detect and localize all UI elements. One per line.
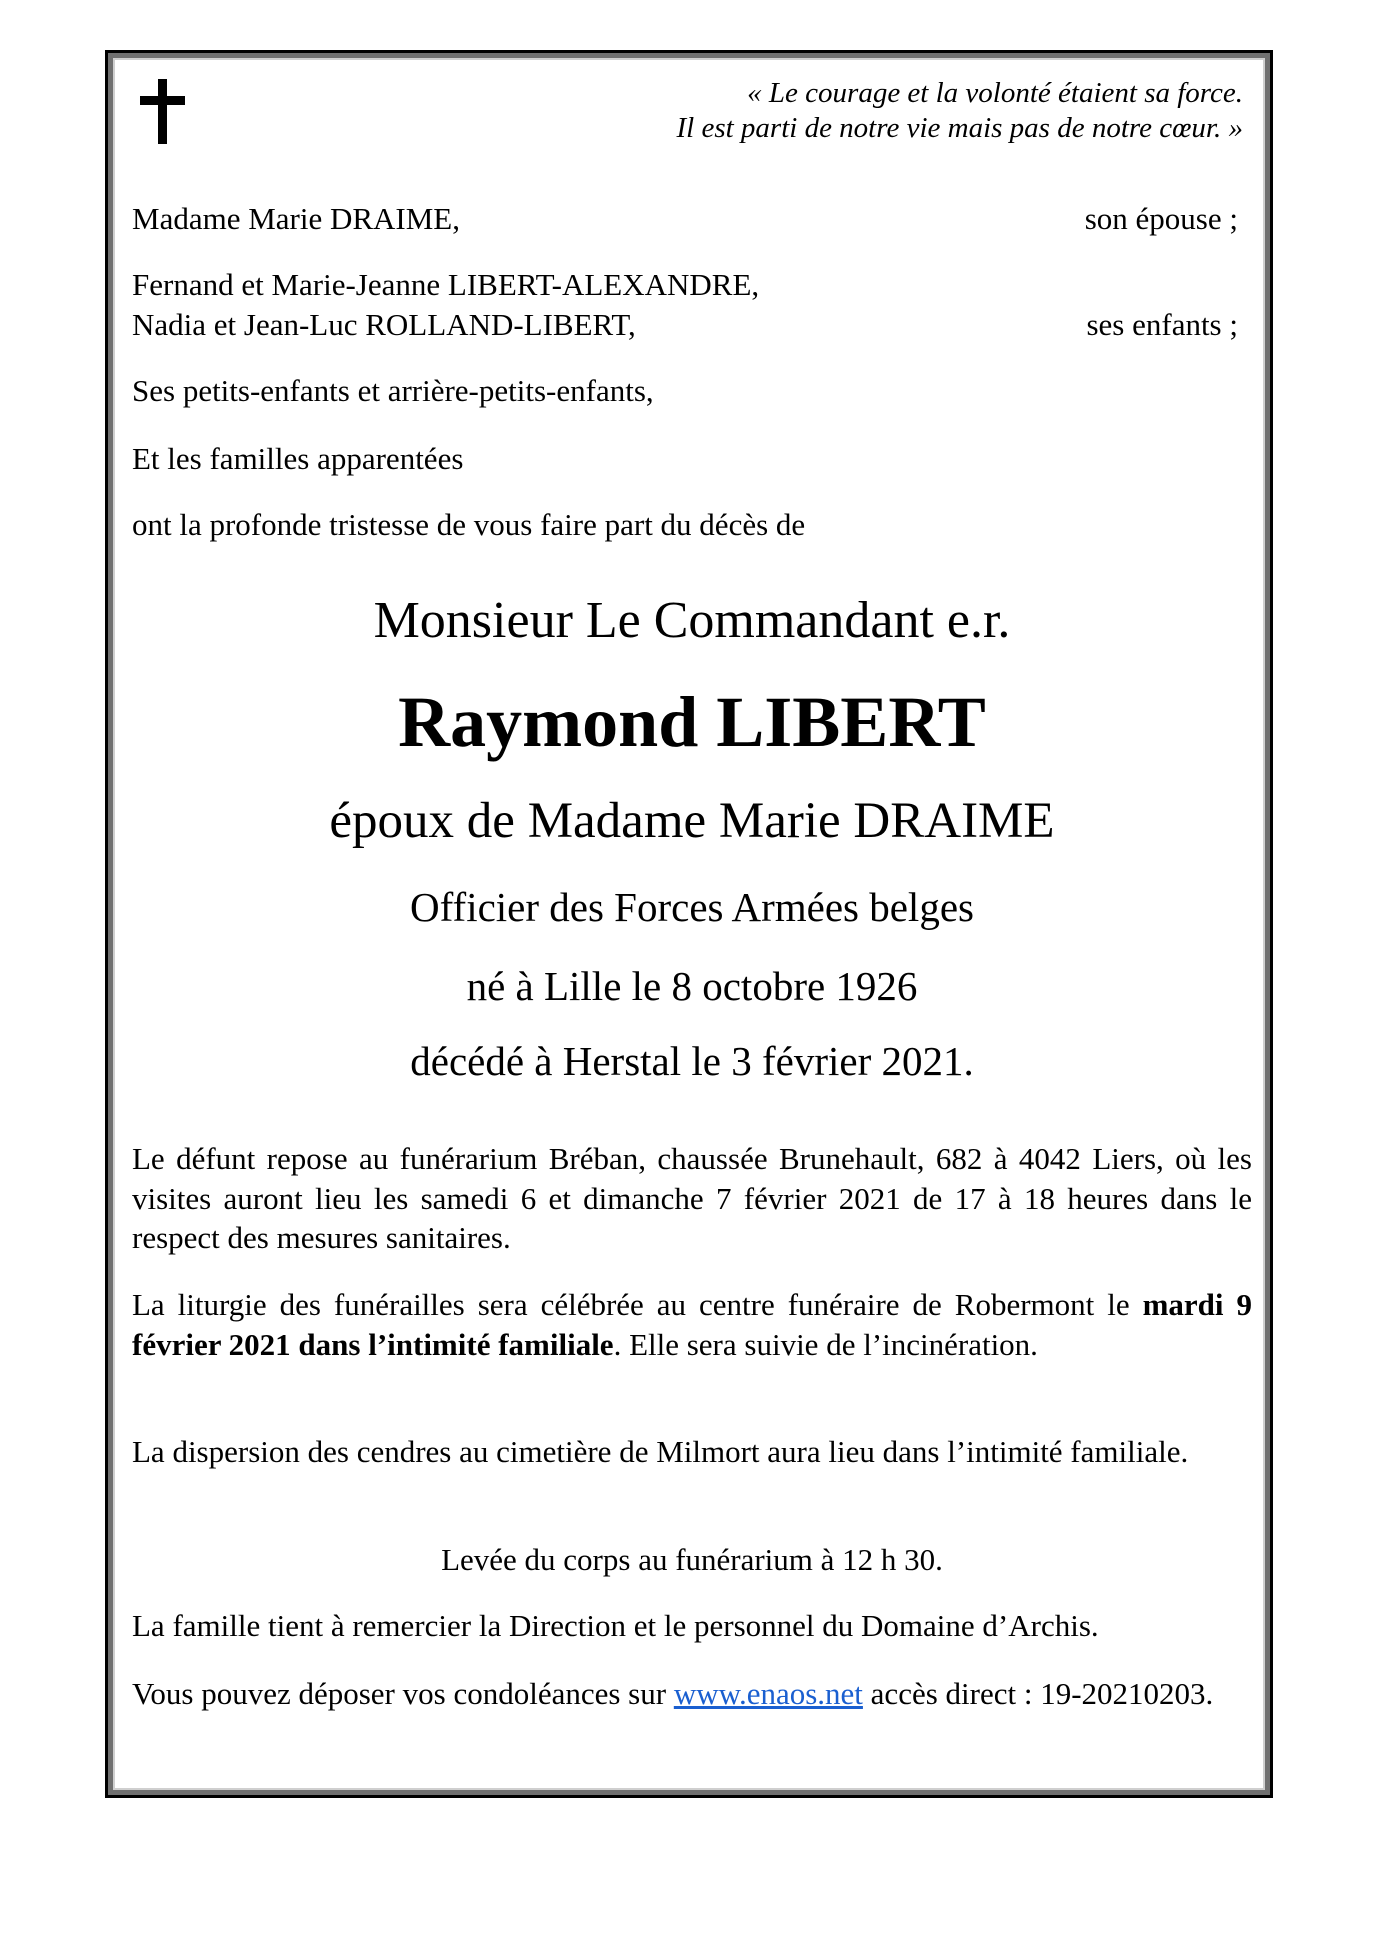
quote-line-1: « Le courage et la volonté étaient sa force. bbox=[747, 77, 1243, 109]
liturgy-text: La liturgie des funérailles sera célébrée au centre funéraire de Robermont le bbox=[132, 1287, 1143, 1322]
families: Et les familles apparentées bbox=[132, 441, 464, 476]
levee-text: Levée du corps au funérarium à 12 h 30. bbox=[441, 1542, 943, 1577]
thanks-paragraph: La famille tient à remercier la Direction et le personnel du Domaine d’Archis. bbox=[132, 1608, 1099, 1643]
liturgy-date: mardi 9 février 2021 dans l’intimité familiale bbox=[132, 1287, 1252, 1362]
announcement: ont la profonde tristesse de vous faire part du décès de bbox=[132, 507, 806, 542]
family-name: Nadia et Jean-Luc ROLLAND-LIBERT, bbox=[132, 307, 636, 342]
deceased-spouse: époux de Madame Marie DRAIME bbox=[329, 793, 1055, 849]
cross-icon bbox=[140, 79, 185, 144]
deceased-death: décédé à Herstal le 3 février 2021. bbox=[410, 1038, 974, 1084]
family-name: Madame Marie DRAIME, bbox=[132, 201, 460, 236]
deceased-birth: né à Lille le 8 octobre 1926 bbox=[466, 963, 918, 1009]
condolences-paragraph bbox=[132, 1674, 1252, 1714]
quote-line-2: Il est parti de notre vie mais pas de notre cœur. » bbox=[676, 112, 1243, 144]
grandchildren: Ses petits-enfants et arrière-petits-enfants, bbox=[132, 373, 654, 408]
dispersion-paragraph: La dispersion des cendres au cimetière de Milmort aura lieu dans l’intimité familiale. bbox=[132, 1434, 1189, 1469]
liturgy-paragraph bbox=[132, 1285, 1252, 1364]
liturgy-text-end: . Elle sera suivie de l’incinération. bbox=[613, 1326, 1038, 1362]
epigraph-quote bbox=[676, 76, 1243, 146]
condolences-text: Vous pouvez déposer vos condoléances sur bbox=[132, 1676, 674, 1711]
family-relation: ses enfants ; bbox=[1086, 307, 1238, 342]
deceased-name: Raymond LIBERT bbox=[398, 682, 986, 762]
deceased-title: Monsieur Le Commandant e.r. bbox=[373, 592, 1011, 649]
family-name: Fernand et Marie-Jeanne LIBERT-ALEXANDRE, bbox=[132, 267, 760, 302]
deceased-occupation: Officier des Forces Armées belges bbox=[410, 884, 974, 930]
condolences-code: accès direct : 19-20210203. bbox=[862, 1676, 1214, 1711]
family-relation: son épouse ; bbox=[1084, 201, 1238, 236]
enaos-link[interactable]: www.enaos.net bbox=[673, 1676, 863, 1711]
visit-paragraph: Le défunt repose au funérarium Bréban, chaussée Brunehault, 682 à 4042 Liers, où les visites auront lieu les samedi 6 et dimanche 7 février 2021 de 17 à 18 heures dans le respect des mesures sanitaires. bbox=[132, 1141, 1252, 1255]
